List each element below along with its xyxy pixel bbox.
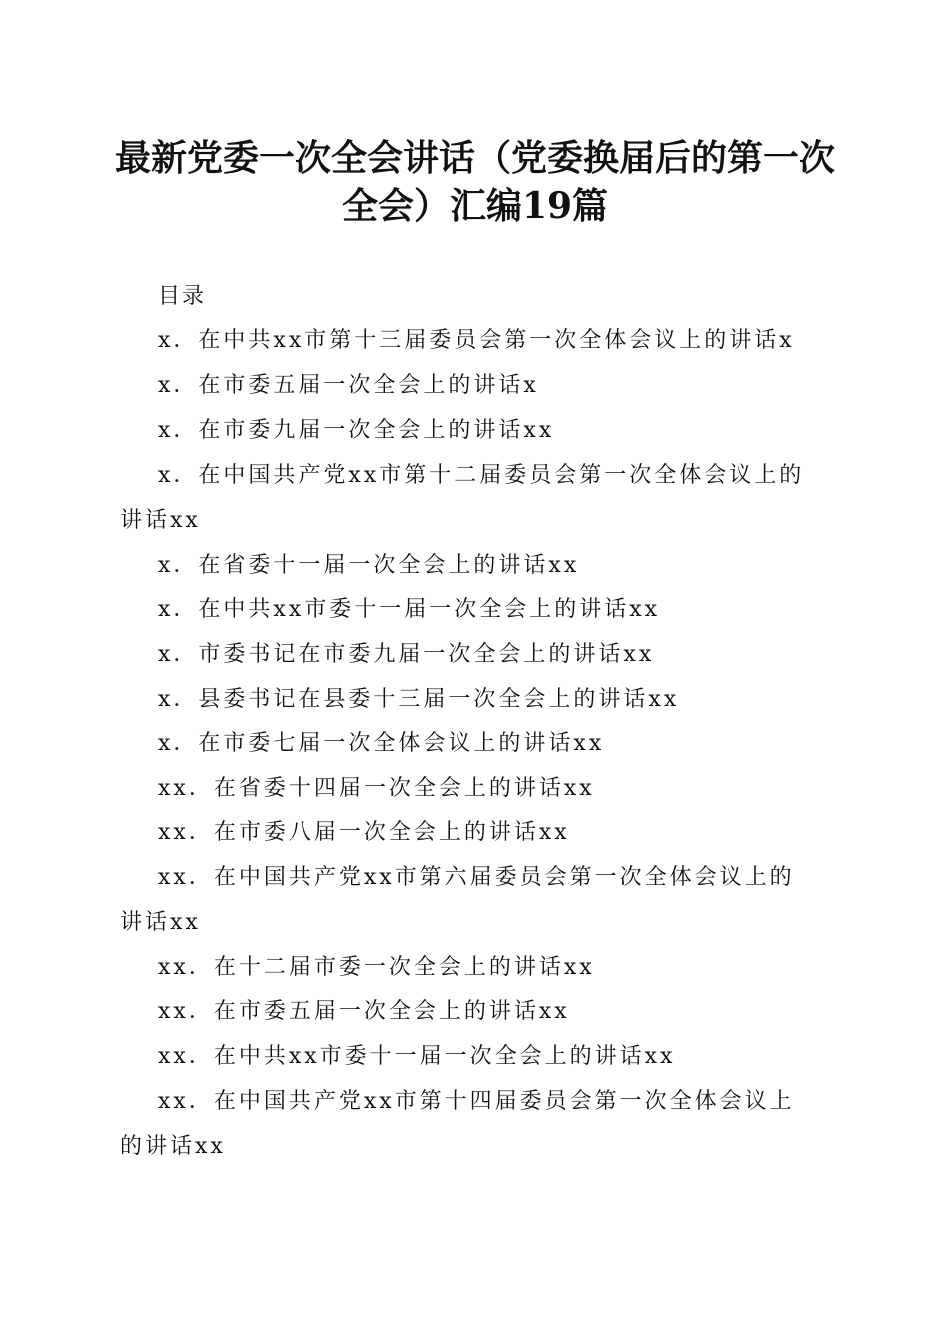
toc-item-4-continuation[interactable]: 讲话xx — [120, 508, 201, 533]
toc-item-16[interactable]: xx．在中国共产党xx市第十四届委员会第一次全体会议上 — [158, 1089, 795, 1114]
toc-item-12[interactable]: xx．在中国共产党xx市第六届委员会第一次全体会议上的 — [158, 865, 795, 890]
toc-item-7[interactable]: x．市委书记在市委九届一次全会上的讲话xx — [158, 642, 655, 667]
toc-item-12-continuation[interactable]: 讲话xx — [120, 910, 201, 935]
toc-item-6[interactable]: x．在中共xx市委十一届一次全会上的讲话xx — [158, 597, 661, 622]
toc-item-14[interactable]: xx．在市委五届一次全会上的讲话xx — [158, 999, 570, 1024]
toc-heading: 目录 — [158, 284, 207, 309]
toc-item-10[interactable]: xx．在省委十四届一次全会上的讲话xx — [158, 776, 595, 801]
toc-item-16-continuation[interactable]: 的讲话xx — [120, 1134, 226, 1159]
toc-item-15[interactable]: xx．在中共xx市委十一届一次全会上的讲话xx — [158, 1044, 676, 1069]
toc-item-4[interactable]: x．在中国共产党xx市第十二届委员会第一次全体会议上的 — [158, 463, 805, 488]
toc-item-8[interactable]: x．县委书记在县委十三届一次全会上的讲话xx — [158, 687, 680, 712]
toc-item-9[interactable]: x．在市委七届一次全体会议上的讲话xx — [158, 731, 605, 756]
toc-item-13[interactable]: xx．在十二届市委一次全会上的讲话xx — [158, 955, 595, 980]
toc-item-2[interactable]: x．在市委五届一次全会上的讲话x — [158, 373, 539, 398]
toc-item-11[interactable]: xx．在市委八届一次全会上的讲话xx — [158, 820, 570, 845]
document-title-line-1: 最新党委一次全会讲话（党委换届后的第一次 — [114, 137, 835, 179]
toc-item-5[interactable]: x．在省委十一届一次全会上的讲话xx — [158, 553, 580, 578]
document-title-line-2: 全会）汇编19篇 — [341, 185, 609, 227]
toc-item-1[interactable]: x．在中共xx市第十三届委员会第一次全体会议上的讲话x — [158, 328, 795, 353]
toc-item-3[interactable]: x．在市委九届一次全会上的讲话xx — [158, 418, 555, 443]
